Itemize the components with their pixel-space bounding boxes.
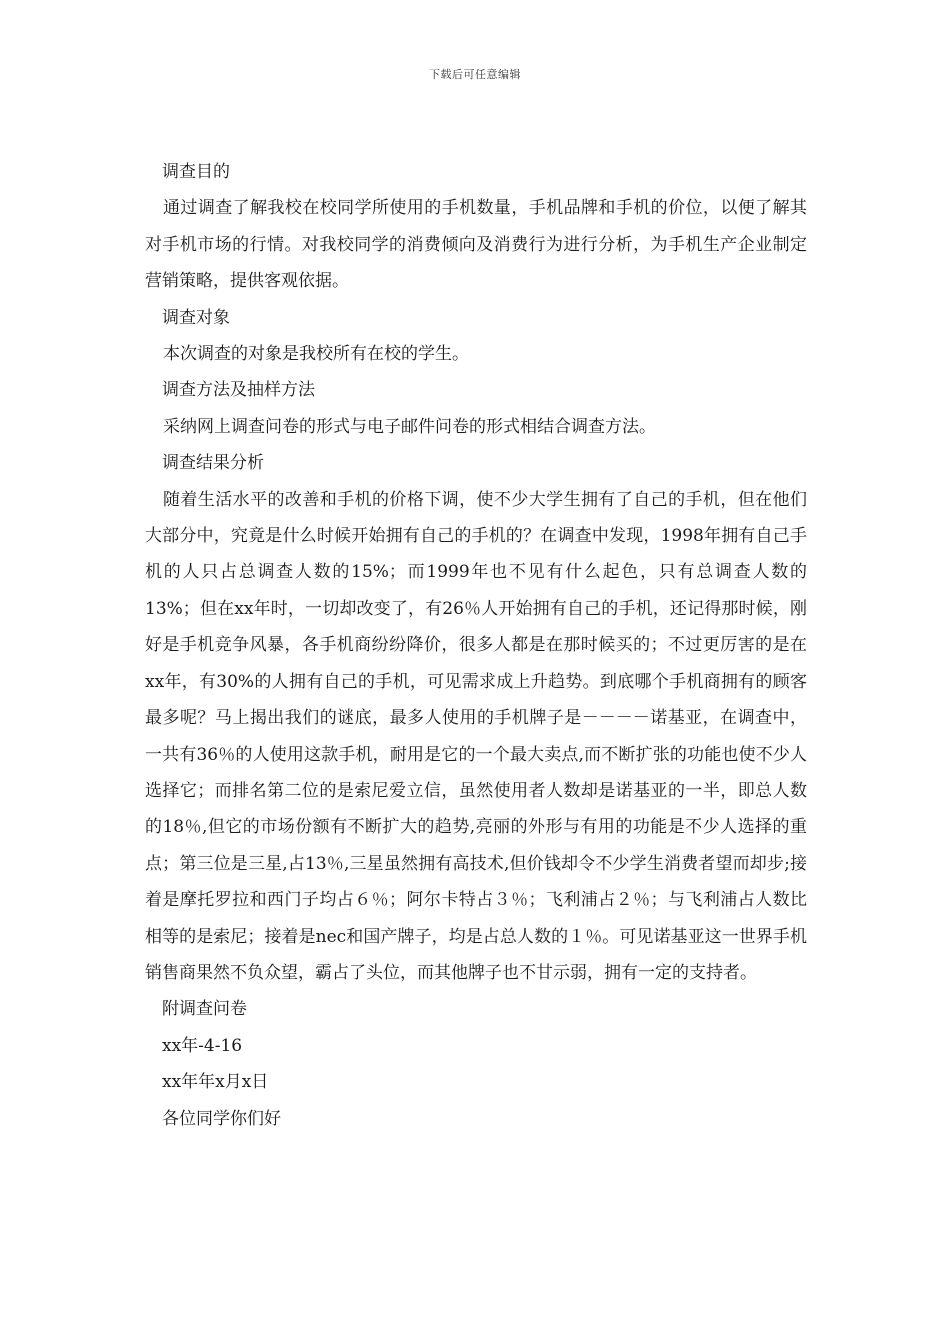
document-body <box>145 154 807 1137</box>
section-heading-method: 调查方法及抽样方法 <box>162 380 315 401</box>
appendix-date-line-2: xx年年x月x日 <box>162 1072 269 1093</box>
section-heading-subject: 调查对象 <box>162 307 230 328</box>
section-body-subject: 本次调查的对象是我校所有在校的学生。 <box>163 344 469 365</box>
page-header-note: 下载后可任意编辑 <box>429 68 521 81</box>
section-body-results: 随着生活水平的改善和手机的价格下调，使不少大学生拥有了自己的手机，但在他们大部分中，究竟是什么时候开始拥有自己的手机的？在调查中发现，1998年拥有自己手机的人只占总调查人数的15%；而1999年也不见有什么起色，只有总调查人数的13%；但在xx年时，一切却改变了，有26％人开始拥有自己的手机，还记得那时候，刚好是手机竞争风暴，各手机商纷纷降价，很多人都是在那时候买的；不过更厉害的是在xx年，有30%的人拥有自己的手机，可见需求成上升趋势。到底哪个手机商拥有的顾客最多呢？马上揭出我们的谜底，最多人使用的手机牌子是－－－－诺基亚，在调查中，一共有36％的人使用这款手机，耐用是它的一个最大卖点,而不断扩张的功能也使不少人选择它；而排名第二位的是索尼爱立信，虽然使用者人数却是诺基亚的一半，即总人数的18％,但它的市场份额有不断扩大的趋势,亮丽的外形与有用的功能是不少人选择的重点；第三位是三星,占13％,三星虽然拥有高技术,但价钱却令不少学生消费者望而却步;接着是摩托罗拉和西门子均占６％；阿尔卡特占３％；飞利浦占２％；与飞利浦占人数比相等的是索尼；接着是nec和国产牌子，均是占总人数的１％。可见诺基亚这一世界手机销售商果然不负众望，霸占了头位，而其他牌子也不甘示弱，拥有一定的支持者。 <box>145 489 807 983</box>
appendix-date-line: xx年-4-16 <box>162 1035 243 1056</box>
section-body-method: 采纳网上调查问卷的形式与电子邮件问卷的形式相结合调查方法。 <box>163 416 656 437</box>
appendix-title: 附调查问卷 <box>162 999 247 1020</box>
section-heading-results: 调查结果分析 <box>162 453 264 474</box>
appendix-greeting: 各位同学你们好 <box>162 1108 281 1129</box>
section-body-purpose: 通过调查了解我校在校同学所使用的手机数量，手机品牌和手机的价位，以便了解其对手机市场的行情。对我校同学的消费倾向及消费行为进行分析，为手机生产企业制定营销策略，提供客观依据。 <box>145 198 807 292</box>
section-heading-purpose: 调查目的 <box>162 162 230 182</box>
